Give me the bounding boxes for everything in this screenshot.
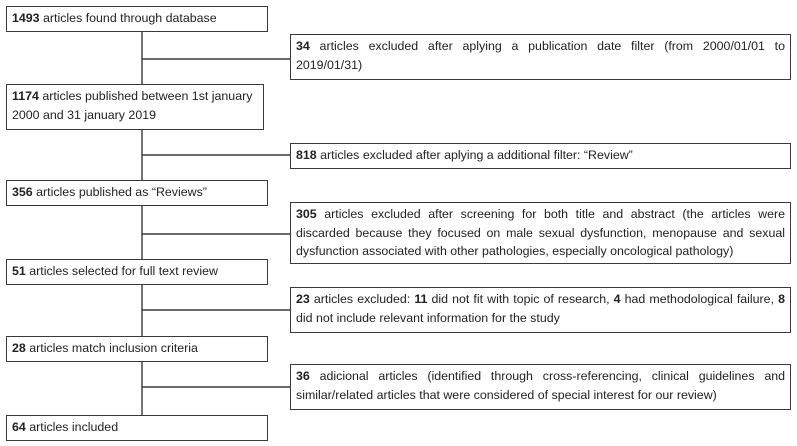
step-box-5 [6, 336, 268, 362]
side-text-c: had methodological failure, [620, 292, 779, 306]
step-box-6 [6, 415, 268, 441]
step-count: 64 [12, 420, 26, 434]
step-box-1 [6, 6, 268, 32]
side-text: articles excluded after screening for both title and abstract (the articles were discarded because they focused on male sexual dysfunction, menopause and sexual dysfunction associated with other pathologies, especially oncological pathology) [296, 207, 785, 258]
side-box-1 [290, 34, 791, 80]
side-box-2 [290, 143, 791, 169]
step-count: 1174 [12, 89, 39, 103]
step-count: 51 [12, 264, 26, 278]
side-text-b: did not fit with topic of research, [427, 292, 614, 306]
side-text-d: did not include relevant information for the study [296, 311, 560, 325]
step-text: articles found through database [39, 11, 217, 25]
side-text: adicional articles (identified through cross-referencing, clinical guidelines and similar/related articles that were considered of special interest for our review) [296, 369, 785, 402]
side-count-b: 11 [414, 292, 428, 306]
side-count: 34 [296, 39, 310, 53]
step-box-2 [6, 84, 264, 130]
side-count: 23 [296, 292, 310, 306]
side-count-c: 4 [613, 292, 621, 306]
side-count: 818 [296, 148, 317, 162]
step-text: articles published as “Reviews” [32, 185, 207, 199]
side-text: articles excluded after aplying a additional filter: “Review” [316, 148, 633, 162]
side-count-d: 8 [778, 292, 785, 306]
side-count: 36 [296, 369, 310, 383]
step-text: articles selected for full text review [25, 264, 218, 278]
step-box-3 [6, 180, 268, 206]
step-text: articles included [25, 420, 119, 434]
side-box-5 [290, 364, 791, 410]
step-box-4 [6, 259, 268, 285]
side-text-a: articles excluded: [309, 292, 415, 306]
step-count: 1493 [12, 11, 40, 25]
side-count: 305 [296, 207, 317, 221]
side-box-3 [290, 202, 791, 264]
step-text: articles match inclusion criteria [25, 341, 198, 355]
step-text: articles published between 1st january 2000 and 31 january 2019 [12, 89, 253, 122]
step-count: 28 [12, 341, 26, 355]
side-box-4 [290, 287, 791, 333]
step-count: 356 [12, 185, 33, 199]
side-text: articles excluded after aplying a publication date filter (from 2000/01/01 to 2019/01/31) [296, 39, 785, 72]
